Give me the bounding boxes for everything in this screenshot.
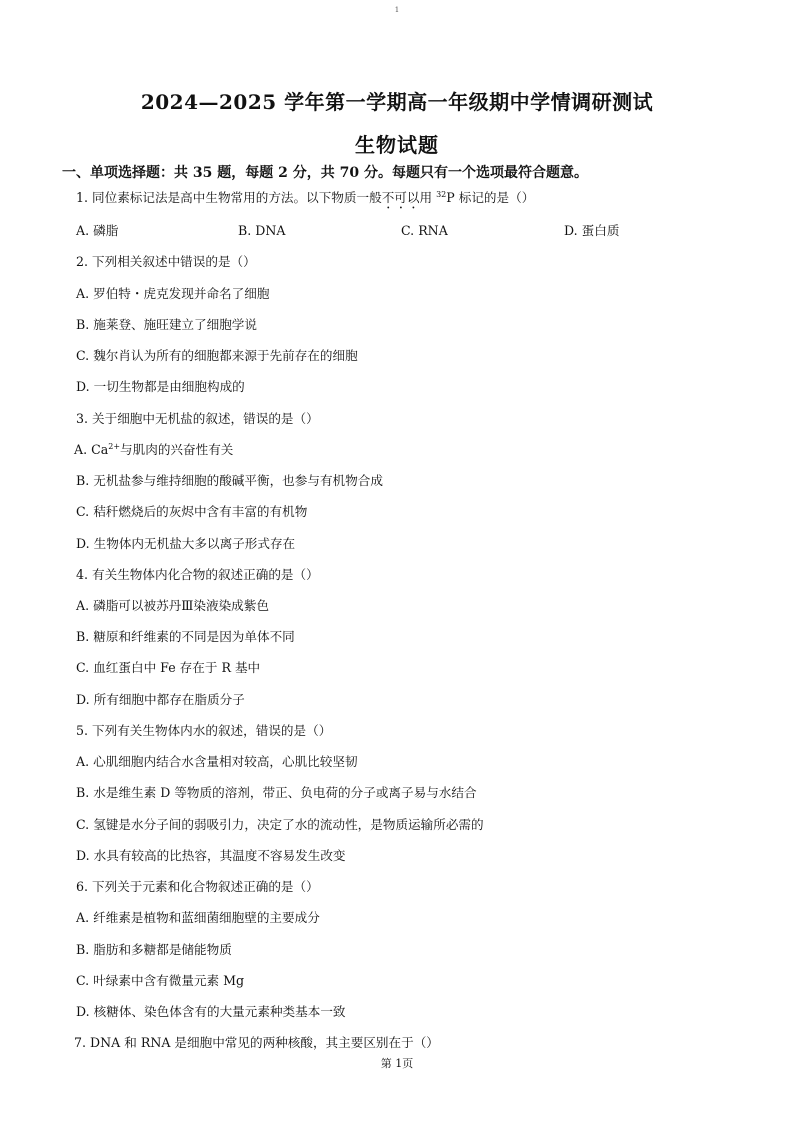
question-4-stem: 4. 有关生物体内化合物的叙述正确的是（） [76, 567, 319, 582]
question-5-option-c: C. 氢键是水分子间的弱吸引力，决定了水的流动性，是物质运输所必需的 [76, 817, 484, 832]
question-2-stem: 2. 下列相关叙述中错误的是（） [76, 254, 256, 269]
question-4-option-c: C. 血红蛋白中 Fe 存在于 R 基中 [76, 660, 261, 675]
question-7-stem: 7. DNA 和 RNA 是细胞中常见的两种核酸，其主要区别在于（） [74, 1035, 439, 1050]
question-4-option-d: D. 所有细胞中都存在脂质分子 [76, 692, 245, 707]
question-3-option-c: C. 秸秆燃烧后的灰烬中含有丰富的有机物 [76, 504, 308, 519]
question-3-option-a-prefix: A. Ca [74, 442, 109, 457]
question-1-prefix: 1. 同位素标记法是高中生物常用的方法。以下物质一般 [76, 190, 382, 205]
page-footer: 第 1页 [380, 1057, 414, 1070]
question-6-option-b: B. 脂肪和多糖都是储能物质 [76, 942, 232, 957]
question-3-option-d: D. 生物体内无机盐大多以离子形式存在 [76, 536, 296, 551]
exam-title: 2024—2025 学年第一学期高一年级期中学情调研测试 [140, 90, 654, 114]
question-3-ion-charge: 2+ [108, 441, 121, 451]
question-3-option-a-suffix: 与肌肉的兴奋性有关 [120, 442, 234, 457]
question-1-middle: 用 [419, 190, 437, 205]
question-1-option-b: B. DNA [238, 223, 286, 238]
question-2-option-a: A. 罗伯特・虎克发现并命名了细胞 [76, 286, 270, 301]
question-6-option-a: A. 纤维素是植物和蓝细菌细胞壁的主要成分 [76, 910, 320, 925]
question-3-stem: 3. 关于细胞中无机盐的叙述，错误的是（） [76, 411, 319, 426]
question-5-stem: 5. 下列有关生物体内水的叙述，错误的是（） [76, 723, 332, 738]
question-3-option-a [74, 442, 233, 458]
page-marker: 1 [394, 6, 400, 14]
question-5-option-b: B. 水是维生素 D 等物质的溶剂，带正、负电荷的分子或离子易与水结合 [76, 785, 477, 800]
question-2-option-d: D. 一切生物都是由细胞构成的 [76, 379, 245, 394]
question-1-suffix: P 标记的是（） [446, 190, 535, 205]
question-6-stem: 6. 下列关于元素和化合物叙述正确的是（） [76, 879, 319, 894]
question-4-option-b: B. 糖原和纤维素的不同是因为单体不同 [76, 629, 295, 644]
question-6-option-c: C. 叶绿素中含有微量元素 Mg [76, 973, 245, 988]
question-4-option-a: A. 磷脂可以被苏丹Ⅲ染液染成紫色 [76, 598, 269, 613]
question-1-option-d: D. 蛋白质 [564, 223, 620, 238]
question-1-isotope-mass: 32 [436, 189, 447, 199]
question-1-option-c: C. RNA [401, 223, 448, 238]
question-5-option-d: D. 水具有较高的比热容，其温度不容易发生改变 [76, 848, 346, 863]
question-2-option-b: B. 施莱登、施旺建立了细胞学说 [76, 317, 257, 332]
question-1-emphasis: 不可以 [381, 190, 420, 205]
question-5-option-a: A. 心肌细胞内结合水含量相对较高，心肌比较坚韧 [76, 754, 358, 769]
question-3-option-b: B. 无机盐参与维持细胞的酸碱平衡，也参与有机物合成 [76, 473, 383, 488]
question-2-option-c: C. 魏尔肖认为所有的细胞都来源于先前存在的细胞 [76, 348, 358, 363]
question-1-option-a: A. 磷脂 [76, 223, 119, 238]
section-header: 一、单项选择题：共 35 题，每题 2 分，共 70 分。每题只有一个选项最符合题意。 [62, 165, 588, 181]
exam-subtitle: 生物试题 [355, 133, 439, 157]
question-1-stem [76, 190, 534, 212]
question-6-option-d: D. 核糖体、染色体含有的大量元素种类基本一致 [76, 1004, 346, 1019]
